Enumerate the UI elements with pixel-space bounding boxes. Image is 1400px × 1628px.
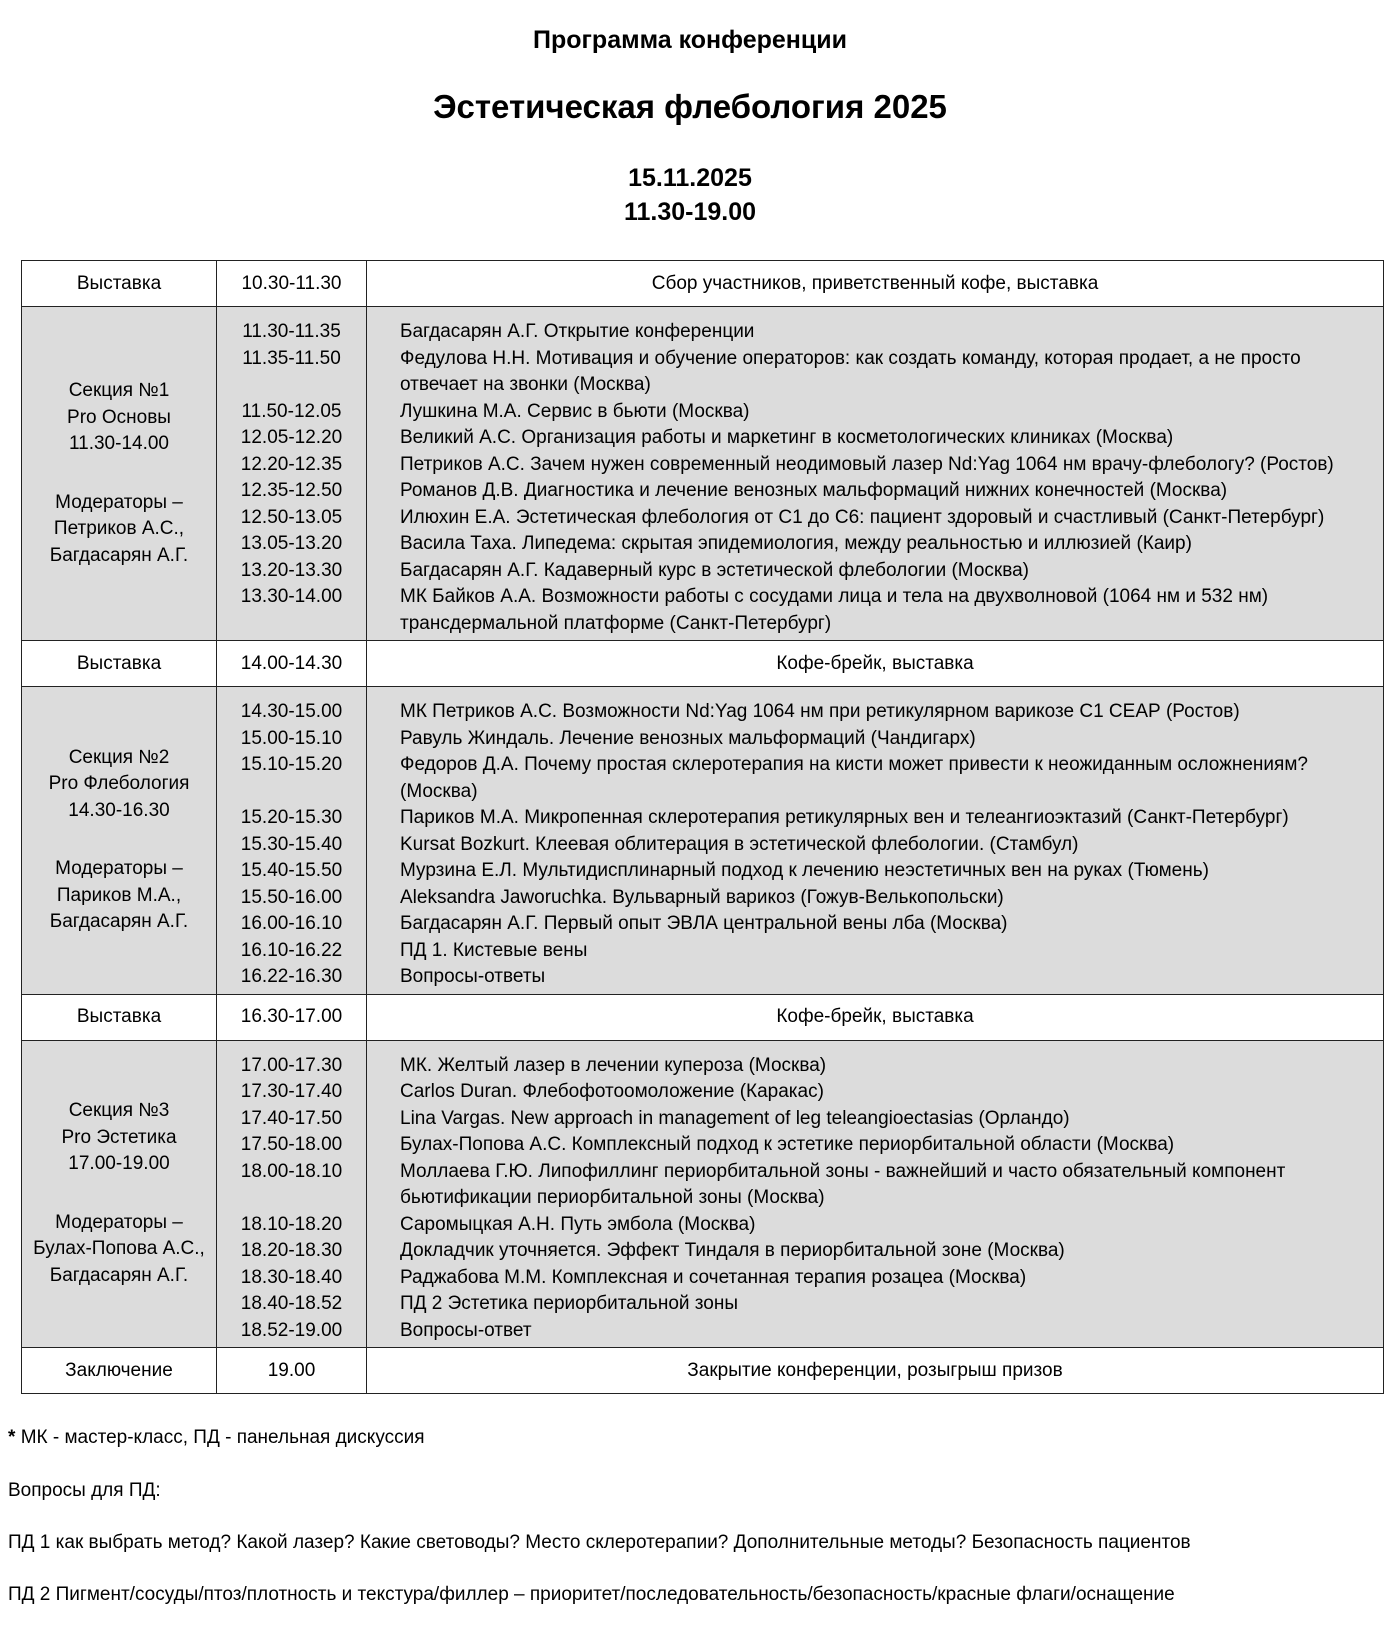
talk-time: 15.10-15.20 [240, 754, 343, 775]
section-name: Секция №1 [68, 380, 170, 401]
talk-description: Петриков А.С. Зачем нужен современный неодимовый лазер Nd:Yag 1064 нм врачу-флебологу? (Ростов) [400, 453, 1334, 475]
talk-time: 17.30-17.40 [240, 1081, 343, 1102]
talk-description: Раджабова М.М. Комплексная и сочетанная терапия розацеа (Москва) [400, 1266, 1027, 1288]
conference-hours: 11.30-19.00 [623, 198, 757, 226]
section-time: 11.30-14.00 [68, 433, 169, 454]
talk-time: 16.22-16.30 [240, 966, 343, 987]
talk-description: МК. Желтый лазер в лечении купероза (Москва) [400, 1054, 827, 1076]
section-info [22, 307, 217, 641]
talk-description: Равуль Жиндаль. Лечение венозных мальформаций (Чандигарх) [400, 727, 976, 749]
talk-time: 17.40-17.50 [240, 1107, 343, 1129]
talk-time: 11.50-12.05 [241, 400, 342, 422]
talk-time: 18.20-18.30 [240, 1240, 343, 1261]
talk-description: Докладчик уточняется. Эффект Тиндаля в периорбитальной зоне (Москва) [400, 1240, 1065, 1261]
section-info [22, 1040, 217, 1348]
break-row [22, 641, 1384, 687]
moderator: Багдасарян А.Г. [49, 544, 189, 566]
section-time: 14.30-16.30 [68, 799, 170, 821]
talk-times [217, 307, 367, 641]
talk-description: Великий А.С. Организация работы и маркетинг в косметологических клиниках (Москва) [400, 427, 1174, 448]
section-row [22, 1040, 1384, 1348]
talk-description: Федулова Н.Н. Мотивация и обучение операторов: как создать команду, которая продает, а не просто отвечает на звонки (Москва) [400, 347, 1301, 395]
talk-description: Багдасарян А.Г. Первый опыт ЭВЛА центральной вены лба (Москва) [400, 913, 1008, 934]
moderators-label: Модераторы – [55, 858, 183, 880]
talk-time: 13.20-13.30 [240, 559, 343, 581]
talk-description: Мурзина Е.Л. Мультидисплинарный подход к лечению неэстетичных вен на руках (Тюмень) [400, 860, 1209, 881]
closing-time: 19.00 [217, 1348, 367, 1394]
talk-description: Багдасарян А.Г. Кадаверный курс в эстетической флебологии (Москва) [400, 559, 1029, 581]
talk-time: 11.35-11.50 [242, 347, 341, 369]
break-label: Выставка [22, 261, 217, 307]
break-row [22, 994, 1384, 1040]
closing-row [22, 1348, 1384, 1394]
talk-time: 15.30-15.40 [240, 833, 343, 855]
footnote-star: * [8, 1427, 16, 1448]
talk-description: Lina Vargas. New approach in management of leg teleangioectasias (Орландо) [400, 1107, 1070, 1129]
talk-time: 15.20-15.30 [240, 807, 343, 828]
section-name: Секция №3 [68, 1100, 170, 1122]
talk-time: 15.40-15.50 [240, 860, 343, 881]
program-label: Программа конференции [533, 26, 847, 54]
section-time: 17.00-19.00 [68, 1153, 170, 1175]
conference-title: Эстетическая флебология 2025 [433, 88, 947, 125]
talk-description: Илюхин Е.А. Эстетическая флебология от С1 до С6: пациент здоровый и счастливый (Санкт-Петербург) [400, 506, 1325, 528]
talk-description: Федоров Д.А. Почему простая склеротерапия на кисти может привести к неожиданным осложнениям? (Москва) [400, 754, 1308, 802]
break-description: Сбор участников, приветственный кофе, выставка [367, 261, 1384, 307]
talk-description: МК Петриков А.С. Возможности Nd:Yag 1064 нм при ретикулярном варикозе С1 СЕАР (Ростов) [400, 701, 1240, 722]
talk-time: 16.10-16.22 [240, 939, 343, 961]
talk-time: 12.20-12.35 [240, 453, 343, 475]
talk-time: 15.00-15.10 [240, 727, 343, 749]
talk-list [367, 307, 1384, 641]
moderator: Багдасарян А.Г. [49, 911, 189, 933]
talk-time: 18.00-18.10 [240, 1160, 343, 1182]
talk-time: 12.05-12.20 [240, 427, 343, 448]
talk-description: МК Байков А.А. Возможности работы с сосудами лица и тела на двухволновой (1064 нм и 532 нм) трансдермальной платформе (Санкт-Петербург) [400, 586, 1269, 634]
talk-time: 12.50-13.05 [240, 506, 343, 528]
talk-time: 18.52-19.00 [240, 1319, 343, 1341]
program-table [21, 260, 1384, 1394]
moderator: Париков М.А., [56, 884, 182, 906]
talk-description: Саромыцкая А.Н. Путь эмбола (Москва) [400, 1213, 756, 1235]
closing-label: Заключение [22, 1348, 217, 1394]
break-description: Кофе-брейк, выставка [367, 641, 1384, 687]
moderator: Булах-Попова А.С., [33, 1238, 205, 1260]
talk-time: 17.00-17.30 [240, 1054, 343, 1076]
talk-description: ПД 1. Кистевые вены [400, 939, 588, 961]
talk-time: 12.35-12.50 [240, 480, 343, 501]
talk-description: Васила Таха. Липедема: скрытая эпидемиология, между реальностью и иллюзией (Каир) [400, 533, 1192, 554]
talk-list [367, 687, 1384, 995]
pd2-questions: ПД 2 Пигмент/сосуды/птоз/плотность и текстура/филлер – приоритет/последовательность/безопасность/красные флаги/оснащение [8, 1584, 1175, 1605]
talk-description: Aleksandra Jaworuchka. Вульварный варикоз (Гожув-Велькопольски) [400, 886, 1004, 908]
break-label: Выставка [22, 994, 217, 1040]
talk-time: 13.30-14.00 [240, 586, 343, 607]
talk-description: Булах-Попова А.С. Комплексный подход к эстетике периорбитальной области (Москва) [400, 1134, 1175, 1155]
talk-description: ПД 2 Эстетика периорбитальной зоны [400, 1293, 738, 1314]
talk-description: Вопросы-ответ [400, 1319, 532, 1341]
section-subtitle: Pro Флебология [48, 773, 190, 795]
section-subtitle: Pro Эстетика [61, 1126, 177, 1148]
talk-time: 17.50-18.00 [240, 1134, 343, 1155]
break-label: Выставка [22, 641, 217, 687]
break-row [22, 261, 1384, 307]
talk-description: Моллаева Г.Ю. Липофиллинг периорбитальной зоны - важнейший и часто обязательный компонент бьютификации периорбитальной зоны (Москва) [400, 1160, 1286, 1208]
conference-date: 15.11.2025 [628, 164, 752, 192]
talk-time: 16.00-16.10 [240, 913, 343, 934]
talk-description: Париков М.А. Микропенная склеротерапия ретикулярных вен и телеангиоэктазий (Санкт-Петербург) [400, 807, 1289, 828]
break-time: 16.30-17.00 [217, 994, 367, 1040]
talk-description: Лушкина М.А. Сервис в бьюти (Москва) [400, 400, 750, 422]
abbreviation-note [8, 1427, 425, 1449]
talk-times [217, 687, 367, 995]
moderators-label: Модераторы – [55, 491, 183, 513]
section-row [22, 307, 1384, 641]
talk-description: Вопросы-ответы [400, 966, 546, 987]
moderator: Петриков А.С., [53, 518, 185, 539]
talk-time: 18.40-18.52 [240, 1293, 343, 1314]
break-time: 14.00-14.30 [217, 641, 367, 687]
talk-description: Carlos Duran. Флебофотоомоложение (Каракас) [400, 1081, 824, 1102]
closing-description: Закрытие конференции, розыгрыш призов [367, 1348, 1384, 1394]
pd1-questions: ПД 1 как выбрать метод? Какой лазер? Какие световоды? Место склеротерапии? Дополнительные методы? Безопасность пациентов [8, 1532, 1191, 1553]
talk-description: Багдасарян А.Г. Открытие конференции [400, 321, 755, 342]
section-name: Секция №2 [68, 746, 170, 768]
break-time: 10.30-11.30 [217, 261, 367, 307]
talk-description: Kursat Bozkurt. Клеевая облитерация в эстетической флебологии. (Стамбул) [400, 833, 1079, 855]
talk-time: 18.30-18.40 [240, 1266, 343, 1288]
section-row [22, 687, 1384, 995]
talk-description: Романов Д.В. Диагностика и лечение венозных мальформаций нижних конечностей (Москва) [400, 480, 1228, 501]
section-info [22, 687, 217, 995]
pd-questions-label: Вопросы для ПД: [8, 1480, 161, 1501]
talk-time: 11.30-11.35 [242, 321, 341, 342]
break-description: Кофе-брейк, выставка [367, 994, 1384, 1040]
moderators-label: Модераторы – [55, 1211, 183, 1233]
talk-time: 15.50-16.00 [240, 886, 343, 908]
talk-time: 13.05-13.20 [240, 533, 343, 554]
talk-time: 14.30-15.00 [240, 701, 343, 722]
moderator: Багдасарян А.Г. [49, 1264, 189, 1286]
footnote-text: МК - мастер-класс, ПД - панельная дискуссия [20, 1427, 425, 1448]
talk-list [367, 1040, 1384, 1348]
talk-time: 18.10-18.20 [240, 1213, 343, 1235]
section-subtitle: Pro Основы [67, 406, 171, 428]
talk-times [217, 1040, 367, 1348]
